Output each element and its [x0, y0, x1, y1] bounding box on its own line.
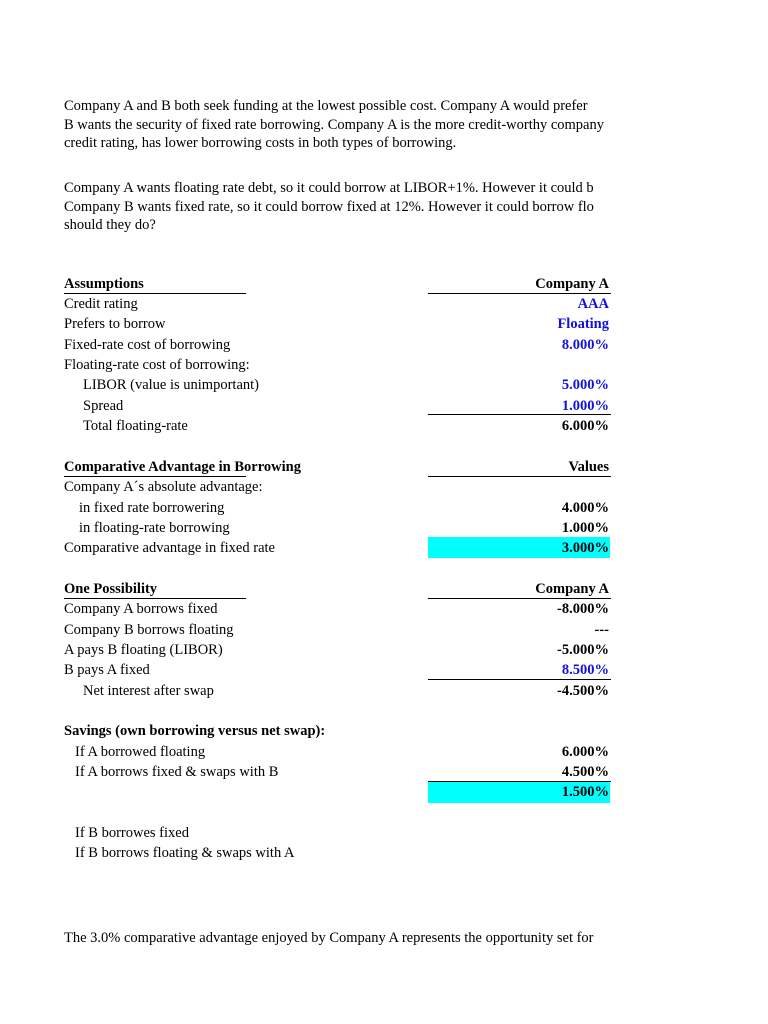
row-label: Total floating-rate: [83, 418, 188, 434]
intro-line: credit rating, has lower borrowing costs in both types of borrowing.: [64, 135, 457, 151]
comparative-header: Comparative Advantage in Borrowing: [64, 459, 301, 475]
libor-value[interactable]: 5.000%: [561, 377, 609, 393]
credit-rating-value[interactable]: AAA: [577, 296, 609, 312]
comparative-advantage-value[interactable]: 3.000%: [561, 540, 609, 556]
row-label: If B borrowes fixed: [75, 825, 189, 841]
row-label: LIBOR (value is unimportant): [83, 377, 259, 393]
row-label: Company A´s absolute advantage:: [64, 479, 263, 495]
a-borrowed-floating-value[interactable]: 6.000%: [561, 744, 609, 760]
floating-advantage-value[interactable]: 1.000%: [561, 520, 609, 536]
row-label: Company B borrows floating: [64, 622, 234, 638]
b-pays-a-fixed-value[interactable]: 8.500%: [561, 662, 609, 678]
row-label: Net interest after swap: [83, 683, 214, 699]
row-label: Credit rating: [64, 296, 138, 312]
assumptions-header: Assumptions: [64, 276, 144, 292]
prefers-to-borrow-value[interactable]: Floating: [557, 316, 609, 332]
a-borrows-fixed-value[interactable]: -8.000%: [557, 601, 609, 617]
row-label: Company A borrows fixed: [64, 601, 218, 617]
intro-paragraph-2: [64, 179, 611, 235]
a-borrows-fixed-swaps-value[interactable]: 4.500%: [561, 764, 609, 780]
net-interest-value[interactable]: -4.500%: [557, 683, 609, 699]
intro-paragraph-1: [64, 97, 611, 153]
assumptions-col-header: Company A: [535, 276, 609, 292]
row-label: B pays A fixed: [64, 662, 150, 678]
intro-line: Company B wants fixed rate, so it could borrow fixed at 12%. However it could borrow flo: [64, 198, 594, 215]
header-underline: [428, 476, 611, 477]
row-label: Spread: [83, 398, 124, 414]
fixed-rate-cost-value[interactable]: 8.000%: [561, 337, 609, 353]
a-pays-b-floating-value[interactable]: -5.000%: [557, 642, 609, 658]
intro-line: should they do?: [64, 217, 156, 233]
row-label: in floating-rate borrowing: [79, 520, 230, 536]
sum-underline: [428, 679, 611, 680]
row-label: in fixed rate borrowering: [79, 500, 225, 516]
row-label: Fixed-rate cost of borrowing: [64, 337, 231, 353]
row-label: Comparative advantage in fixed rate: [64, 540, 275, 556]
row-label: If B borrows floating & swaps with A: [75, 845, 295, 861]
fixed-advantage-value[interactable]: 4.000%: [561, 500, 609, 516]
row-label: Floating-rate cost of borrowing:: [64, 357, 250, 373]
savings-total-value[interactable]: 1.500%: [561, 784, 609, 800]
footer-text: The 3.0% comparative advantage enjoyed by Company A represents the opportunity set for: [64, 930, 594, 946]
intro-line: B wants the security of fixed rate borrowing. Company A is the more credit-worthy company: [64, 116, 604, 133]
possibility-col-header: Company A: [535, 581, 609, 597]
spread-value[interactable]: 1.000%: [561, 398, 609, 414]
b-borrows-floating-value[interactable]: ---: [594, 622, 609, 638]
intro-line: Company A wants floating rate debt, so it could borrow at LIBOR+1%. However it could b: [64, 180, 594, 196]
row-label: If A borrowed floating: [75, 744, 206, 760]
row-label: Prefers to borrow: [64, 316, 166, 332]
savings-header: Savings (own borrowing versus net swap):: [64, 723, 326, 739]
sum-underline: [428, 414, 611, 415]
possibility-header: One Possibility: [64, 581, 158, 597]
comparative-col-header: Values: [568, 459, 609, 475]
total-floating-rate-value[interactable]: 6.000%: [561, 418, 609, 434]
row-label: If A borrows fixed & swaps with B: [75, 764, 279, 780]
intro-line: Company A and B both seek funding at the lowest possible cost. Company A would prefer: [64, 98, 588, 114]
row-label: A pays B floating (LIBOR): [64, 642, 223, 658]
